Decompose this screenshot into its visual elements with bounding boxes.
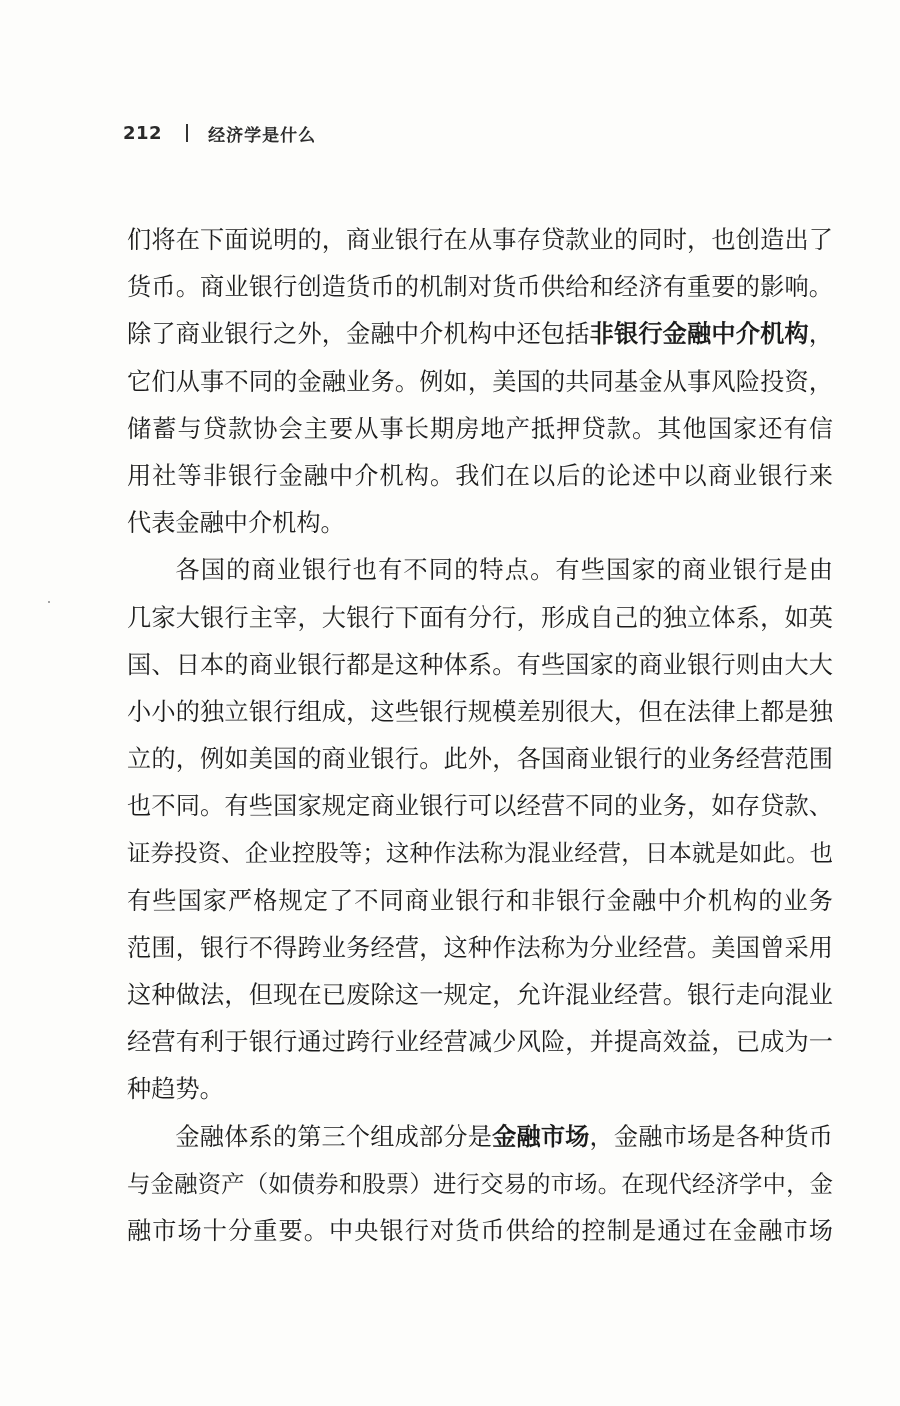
bold-term: 非银行金融中介机构 [589,320,809,349]
running-title: 经济学是什么 [208,125,317,146]
text-run: ， [808,320,833,349]
text-line [127,1114,833,1161]
bold-term: 金融市场 [492,1122,590,1151]
text-line: 种趋势。 [127,1075,224,1104]
body-text [127,217,833,1255]
text-line: 小小的独立银行组成，这些银行规模差别很大，但在法律上都是独 [127,697,833,726]
page-number: 212 [123,122,163,144]
text-line: 有些国家严格规定了不同商业银行和非银行金融中介机构的业务 [127,886,833,915]
text-line: 国、日本的商业银行都是这种体系。有些国家的商业银行则由大大 [127,650,833,679]
text-line: 代表金融中介机构。 [127,509,345,538]
text-line: 这种做法，但现在已废除这一规定，允许混业经营。银行走向混业 [127,981,833,1009]
paragraph [127,1114,833,1256]
text-line: 各国的商业银行也有不同的特点。有些国家的商业银行是由 [175,556,833,585]
text-line: 们将在下面说明的，商业银行在从事存贷款业的同时，也创造出了 [127,226,833,254]
text-line: 与金融资产（如债券和股票）进行交易的市场。在现代经济学中，金 [127,1169,833,1198]
text-line: 证券投资、企业控股等；这种作法称为混业经营，日本就是如此。也 [127,839,833,868]
text-line [127,311,833,358]
text-run: 金融体系的第三个组成部分是 [175,1122,493,1151]
text-line: 融市场十分重要。中央银行对货币供给的控制是通过在金融市场 [127,1216,833,1245]
text-line: 经营有利于银行通过跨行业经营减少风险，并提高效益，已成为一 [127,1028,833,1057]
text-line: 货币。商业银行创造货币的机制对货币供给和经济有重要的影响。 [127,273,833,302]
paragraph [127,217,833,547]
text-run: ，金融市场是各种货币 [589,1122,833,1151]
text-line: 几家大银行主宰，大银行下面有分行，形成自己的独立体系，如英 [127,603,833,632]
scan-speck [48,601,50,603]
paragraph [127,547,833,1113]
text-line: 用社等非银行金融中介机构。我们在以后的论述中以商业银行来 [127,461,833,490]
text-line: 它们从事不同的金融业务。例如，美国的共同基金从事风险投资， [127,367,833,396]
text-line: 范围，银行不得跨业务经营，这种作法称为分业经营。美国曾采用 [127,933,833,962]
text-line: 立的，例如美国的商业银行。此外，各国商业银行的业务经营范围 [127,745,833,774]
text-run: 除了商业银行之外，金融中介机构中还包括 [127,320,590,349]
text-line: 也不同。有些国家规定商业银行可以经营不同的业务，如存贷款、 [127,792,833,821]
page-header [123,118,316,148]
text-line: 储蓄与贷款协会主要从事长期房地产抵押贷款。其他国家还有信 [127,414,833,443]
header-divider [186,124,188,142]
